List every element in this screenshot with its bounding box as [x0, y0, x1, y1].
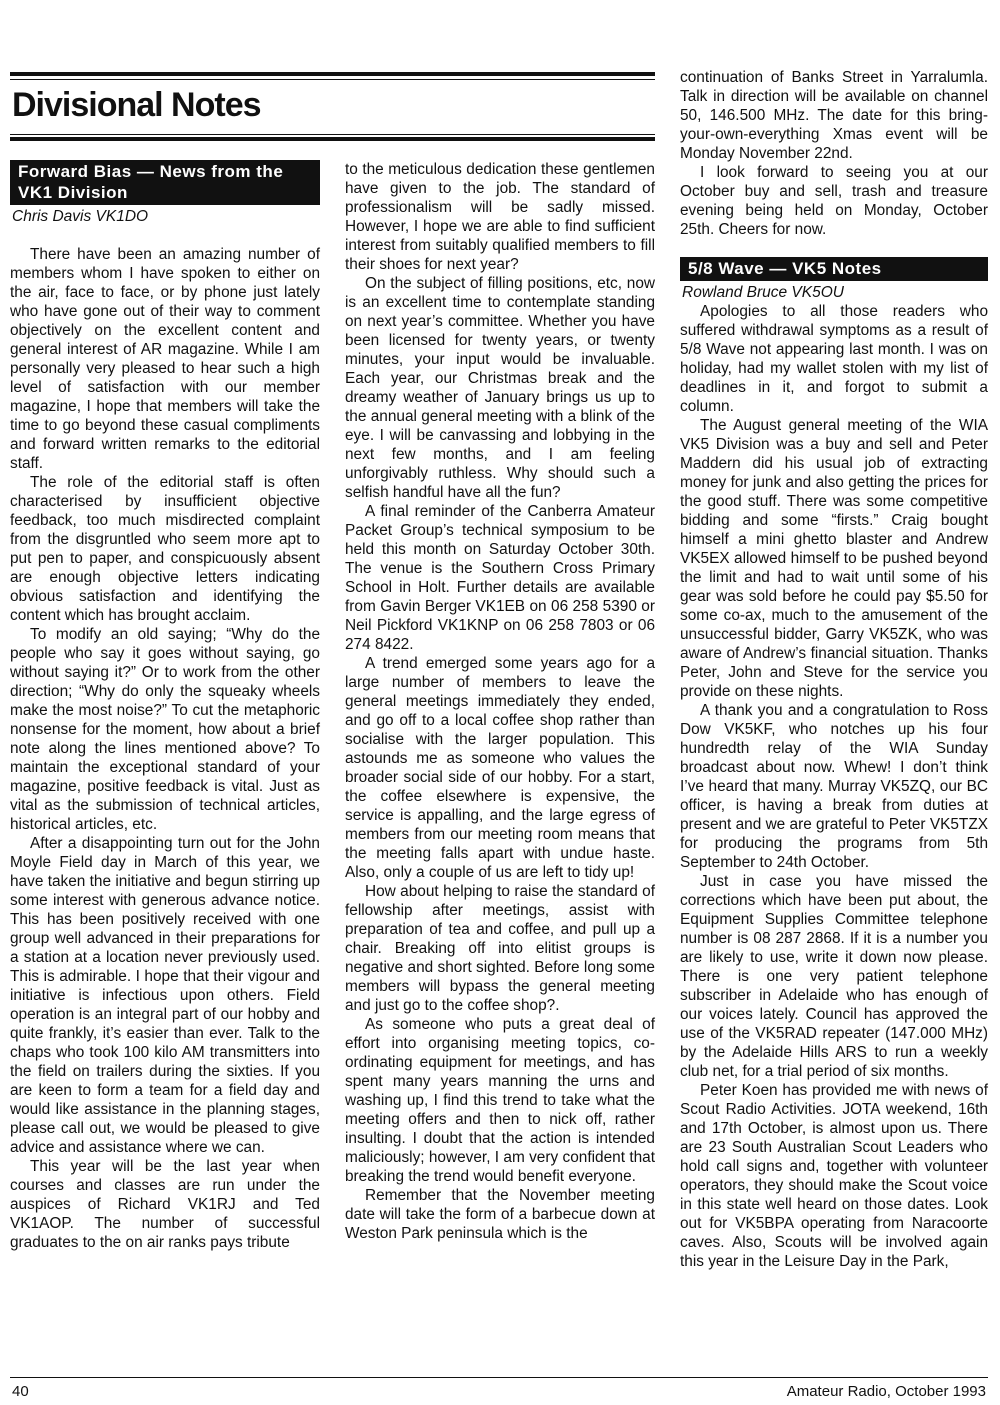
footer-rule [10, 1377, 988, 1378]
column-1 [10, 160, 320, 1252]
title-rule-bottom [10, 134, 655, 135]
vk1-paragraph: Remember that the November meeting date will take the form of a barbecue down at Weston Park peninsula which is the [345, 1187, 655, 1242]
vk1-section-heading: Forward Bias — News from the VK1 Division [10, 160, 320, 205]
vk5-paragraph: Apologies to all those readers who suffered withdrawal symptoms as a result of 5/8 Wave not appearing last month. I was on holiday, had my wallet stolen with my list of deadlines in it, and forgot to submit a column. [680, 303, 988, 415]
vk1-continuation-paragraph: continuation of Banks Street in Yarralumla. Talk in direction will be available on channel 50, 146.500 MHz. The date for this bring-your-own-everything Xmas event will be Monday November 22nd. [680, 69, 988, 162]
page-number: 40 [12, 1383, 29, 1400]
header-rule-top [10, 72, 655, 76]
header-rule-thin [10, 79, 655, 80]
vk1-paragraph: How about helping to raise the standard of fellowship after meetings, assist with preparation of tea and coffee, and pull up a chair. Breaking off into elitist groups is negative and short sighted. Before long some members will bypass the general meeting and just go to the coffee shop?. [345, 883, 655, 1014]
column-2 [345, 160, 655, 1243]
vk5-byline: Rowland Bruce VK5OU [682, 284, 844, 301]
vk5-paragraph: A thank you and a congratulation to Ross Dow VK5KF, who notches up his four hundredth relay of the WIA Sunday broadcast about now. Whew! I don’t think I’ve heard that many. Murray VK5ZQ, our BC officer, is having a break from duties at present and we are grateful to Peter VK5TZX for producing the programs from 5th September to 24th October. [680, 702, 988, 871]
vk1-continuation-paragraph: to the meticulous dedication these gentlemen have given to the job. The standard of professionalism will be sadly missed. However, I hope we are able to find sufficient interest from suitably qualified members to fill their shoes for next year? [345, 161, 655, 273]
vk5-section-heading: 5/8 Wave — VK5 Notes [680, 257, 988, 281]
vk1-paragraph: A final reminder of the Canberra Amateur Packet Group’s technical symposium to be held this month on Saturday October 30th. The venue is the Southern Cross Primary School in Holt. Further details are available from Gavin Berger VK1EB on 06 258 5390 or Neil Pickford VK1KNP on 06 258 7803 or 06 274 8422. [345, 503, 655, 653]
vk1-paragraph: After a disappointing turn out for the John Moyle Field day in March of this year, we have taken the initiative and begun stirring up some interest with generous advance notice. This has been positively received with one group well advanced in their preparations for a station at a location never previously used. This is admirable. I hope that their vigour and initiative is infectious upon others. Field operation is an integral part of our hobby and quite frankly, it’s easier than ever. Talk to the chaps who took 100 kilo AM transmitters into the field on trailers during the sixties. If you are keen to form a team for a field day and would like assistance in the planning stages, please call out, we would be pleased to give advice and assistance where we can. [10, 835, 320, 1156]
vk1-paragraph: A trend emerged some years ago for a large number of members to leave the general meetings immediately they ended, and go off to a local coffee shop rather than socialise with the larger population. This astounds me as someone who values the broader social side of our hobby. For a start, the coffee elsewhere is expensive, the service is appalling, and the large egress of members from our meeting room means that the meeting falls apart with undue haste. Also, only a couple of us are left to tidy up! [345, 655, 655, 881]
column-3 [680, 68, 988, 1271]
vk5-paragraph: Just in case you have missed the corrections which have been put about, the Equipment Supplies Committee telephone number is 08 287 2868. If it is a number you are likely to use, write it down now please. There is one very patient telephone subscriber in Adelaide who has enough of our voices lately. Council has approved the use of the VK5RAD repeater (147.000 MHz) by the Adelaide Hills ARS to run a weekly club net, for a trial period of six months. [680, 873, 988, 1080]
vk5-paragraph: The August general meeting of the WIA VK5 Division was a buy and sell and Peter Maddern did his usual job of extracting money for junk and also getting the prices for the good stuff. There was some competitive bidding and some “firsts.” Craig bought himself a mini ghetto blaster and Andrew VK5EX allowed himself to be pushed beyond the limit and had to wait until some of his gear was sold before he could pay $5.50 for some co-ax, much to the amusement of the unsuccessful bidder, Garry VK5ZK, who was aware of Andrew’s financial situation. Thanks Peter, John and Steve for the service you provide on these nights. [680, 417, 988, 700]
vk1-paragraph: The role of the editorial staff is often characterised by insufficient objective feedback, too much misdirected complaint from the disgruntled who seem more apt to put pen to paper, and conspicuously absent are enough objective letters indicating obvious satisfaction and identifying the content which has brought acclaim. [10, 474, 320, 624]
title-rule-bottom-thick [10, 137, 655, 141]
publication-footer: Amateur Radio, October 1993 [786, 1383, 986, 1400]
vk1-paragraph: As someone who puts a great deal of effort into organising meeting topics, co-ordinating equipment for meetings, and has spent many years manning the urns and washing up, I find this trend to take what the meeting offers and then to nick off, rather insulting. I doubt that the action is intended maliciously; however, I am very confident that breaking the trend would benefit everyone. [345, 1016, 655, 1185]
vk1-paragraph: I look forward to seeing you at our October buy and sell, trash and treasure evening being held on Monday, October 25th. Cheers for now. [680, 164, 988, 238]
vk1-paragraph: There have been an amazing number of members whom I have spoken to either on the air, face to face, or by phone just lately who have gone out of their way to comment objectively on the excellent content and general interest of AR magazine. While I am personally very pleased to hear such a high level of satisfaction with our member magazine, I hope that members will take the time to go beyond these casual compliments and forward written remarks to the editorial staff. [10, 246, 320, 472]
page-title: Divisional Notes [12, 86, 261, 124]
vk1-byline: Chris Davis VK1DO [12, 208, 149, 225]
vk1-paragraph: To modify an old saying; “Why do the people who say it goes without saying, go without saying it?” Or to work from the other direction; “Why do only the squeaky wheels make the most noise?” To cut the metaphoric nonsense for the moment, how about a brief note along the lines mentioned above? To maintain the exceptional standard of your magazine, positive feedback is vital. Just as vital as the submission of technical articles, historical articles, etc. [10, 626, 320, 833]
vk5-paragraph: Peter Koen has provided me with news of Scout Radio Activities. JOTA weekend, 16th and 17th October, is almost upon us. There are 23 South Australian Scout Leaders who hold call signs and, together with volunteer operators, they should make the Scout voice in this state well heard on those dates. Look out for VK5BPA operating from Naracoorte caves. Also, Scouts will be involved again this year in the Leisure Day in the Park, [680, 1082, 988, 1270]
vk1-paragraph: On the subject of filling positions, etc, now is an excellent time to contemplate standing on next year’s committee. Whether you have been licensed for twenty years, or twenty minutes, your input would be invaluable. Each year, our Christmas break and the dreamy weather of January brings us up to the annual general meeting with a blink of the eye. I will be canvassing and lobbying in the next few months, and I am feeling unforgivably ruthless. Why should such a selfish handful have all the fun? [345, 275, 655, 501]
vk1-paragraph: This year will be the last year when courses and classes are run under the auspices of Richard VK1RJ and Ted VK1AOP. The number of successful graduates to the on air ranks pays tribute [10, 1158, 320, 1251]
